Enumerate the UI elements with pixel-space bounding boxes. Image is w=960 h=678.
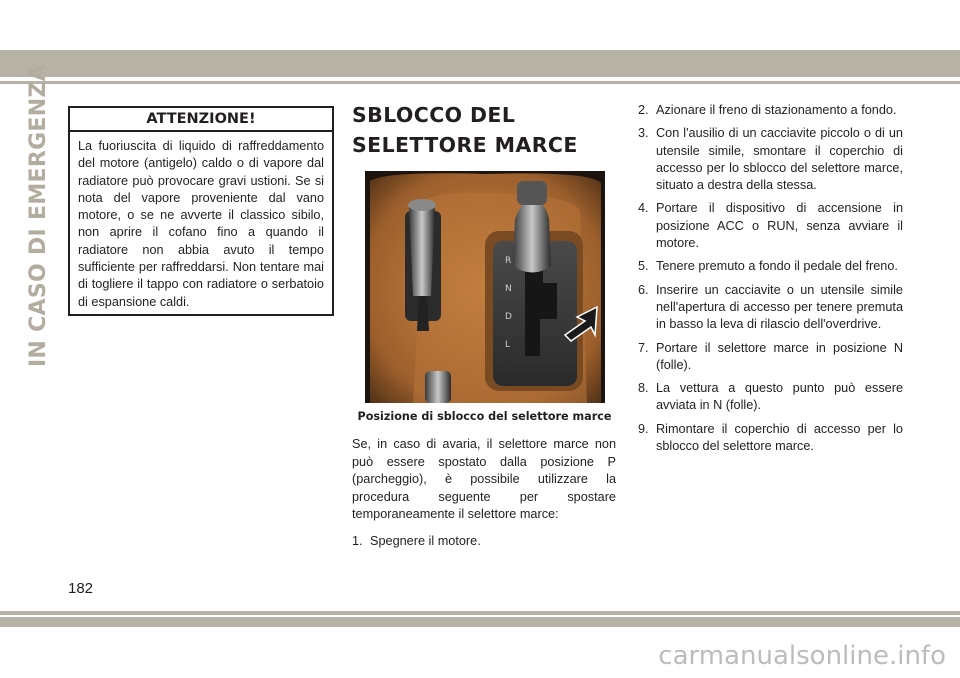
svg-text:L: L (505, 340, 511, 350)
side-tab-label: IN CASO DI EMERGENZA (26, 63, 52, 367)
list-item: 5. Tenere premuto a fondo il pedale del freno. (638, 259, 898, 274)
bottom-band (0, 617, 960, 627)
warning-box (68, 106, 334, 316)
warning-title: ATTENZIONE! (70, 108, 332, 132)
list-item: 9. Rimontare il coperchio di accesso per lo sblocco del selettore marce. (638, 421, 903, 454)
steps-list-right (638, 102, 903, 461)
intro-paragraph: Se, in caso di avaria, il selettore marce non può essere spostato dalla posizione P (parcheggio), è possibile utilizzare la procedura seguente per spostare temporaneamente il selettore marce: (352, 437, 616, 521)
top-rule (0, 81, 960, 84)
steps-list-left (352, 533, 614, 556)
list-item: 3. Con l'ausilio di un cacciavite piccolo o di un utensile simile, smontare il coperchio di accesso per lo sblocco del selettore marce, situato a destra della stessa. (638, 126, 903, 193)
page-number: 182 (68, 580, 94, 597)
shifter-photo (365, 171, 605, 403)
list-item: 7. Portare il selettore marce in posizione N (folle). (638, 340, 903, 372)
list-item: 8. La vettura a questo punto può essere avviata in N (folle). (638, 381, 903, 413)
section-title: SBLOCCO DEL SELETTORE MARCE (352, 103, 578, 157)
watermark: carmanualsonline.info (658, 641, 946, 671)
svg-text:D: D (505, 312, 512, 322)
list-item: 4. Portare il dispositivo di accensione in posizione ACC o RUN, senza avviare il motore. (638, 201, 903, 251)
photo-caption: Posizione di sblocco del selettore marce (357, 410, 612, 423)
list-item: 2. Azionare il freno di stazionamento a fondo. (638, 103, 897, 117)
svg-text:R: R (505, 256, 512, 266)
top-band (0, 50, 960, 77)
svg-text:N: N (505, 284, 512, 294)
bottom-rule (0, 611, 960, 615)
warning-text: La fuoriuscita di liquido di raffreddamento del motore (antigelo) caldo o di vapore dal radiatore può provocare gravi ustioni. Se si nota del vapore proveniente dal vano motore, o se ne avverte il classico sibilo, non aprire il cofano fino a quando il radiatore non abbia avuto il tempo sufficiente per raffreddarsi. Non tentare mai di togliere il tappo con radiatore o serbatoio di espansione caldi. (78, 139, 324, 309)
list-item: 1. Spegnere il motore. (352, 534, 481, 548)
list-item: 6. Inserire un cacciavite o un utensile simile nell'apertura di accesso per tenere premuta in basso la leva di rilascio dell'overdrive. (638, 282, 903, 332)
side-tab (22, 63, 56, 367)
